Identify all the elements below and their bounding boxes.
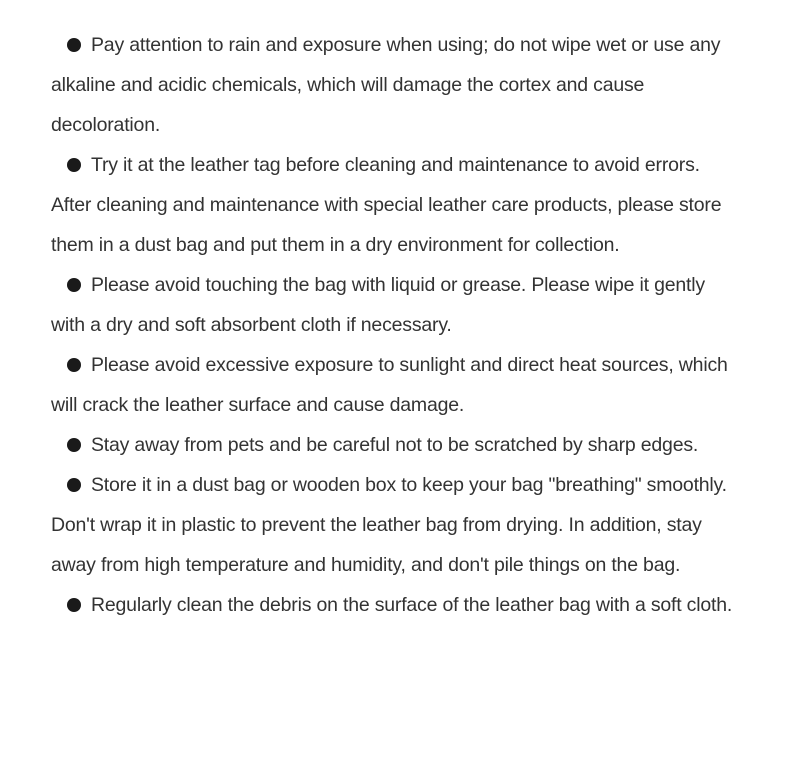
care-tip-text: Try it at the leather tag before cleaning and maintenance to avoid errors. After cleaning and maintenance with special leather care products, please store them in a dust bag and put them in a dry environment for collection.: [51, 154, 722, 256]
bullet-icon: [67, 598, 81, 612]
care-tip-item: [51, 585, 741, 625]
bullet-icon: [67, 478, 81, 492]
bullet-icon: [67, 38, 81, 52]
care-tip-item: [51, 465, 741, 585]
bullet-icon: [67, 278, 81, 292]
bullet-icon: [67, 438, 81, 452]
care-tip-text: Pay attention to rain and exposure when using; do not wipe wet or use any alkaline and acidic chemicals, which will damage the cortex and cause decoloration.: [51, 34, 721, 136]
care-tip-text: Regularly clean the debris on the surface of the leather bag with a soft cloth.: [91, 594, 733, 616]
care-tip-text: Please avoid excessive exposure to sunlight and direct heat sources, which will crack the leather surface and cause damage.: [51, 354, 728, 416]
care-instructions-list: [51, 25, 741, 625]
care-tip-text: Stay away from pets and be careful not to be scratched by sharp edges.: [91, 434, 699, 456]
care-tip-item: [51, 145, 741, 265]
care-tip-text: Store it in a dust bag or wooden box to keep your bag "breathing" smoothly. Don't wrap it in plastic to prevent the leather bag from drying. In addition, stay away from high temperature and humidity, and don't pile things on the bag.: [51, 474, 727, 576]
care-tip-item: [51, 345, 741, 425]
care-tip-item: [51, 25, 741, 145]
bullet-icon: [67, 158, 81, 172]
care-tip-text: Please avoid touching the bag with liquid or grease. Please wipe it gently with a dry and soft absorbent cloth if necessary.: [51, 274, 705, 336]
care-tip-item: [51, 265, 741, 345]
care-tip-item: [51, 425, 741, 465]
bullet-icon: [67, 358, 81, 372]
